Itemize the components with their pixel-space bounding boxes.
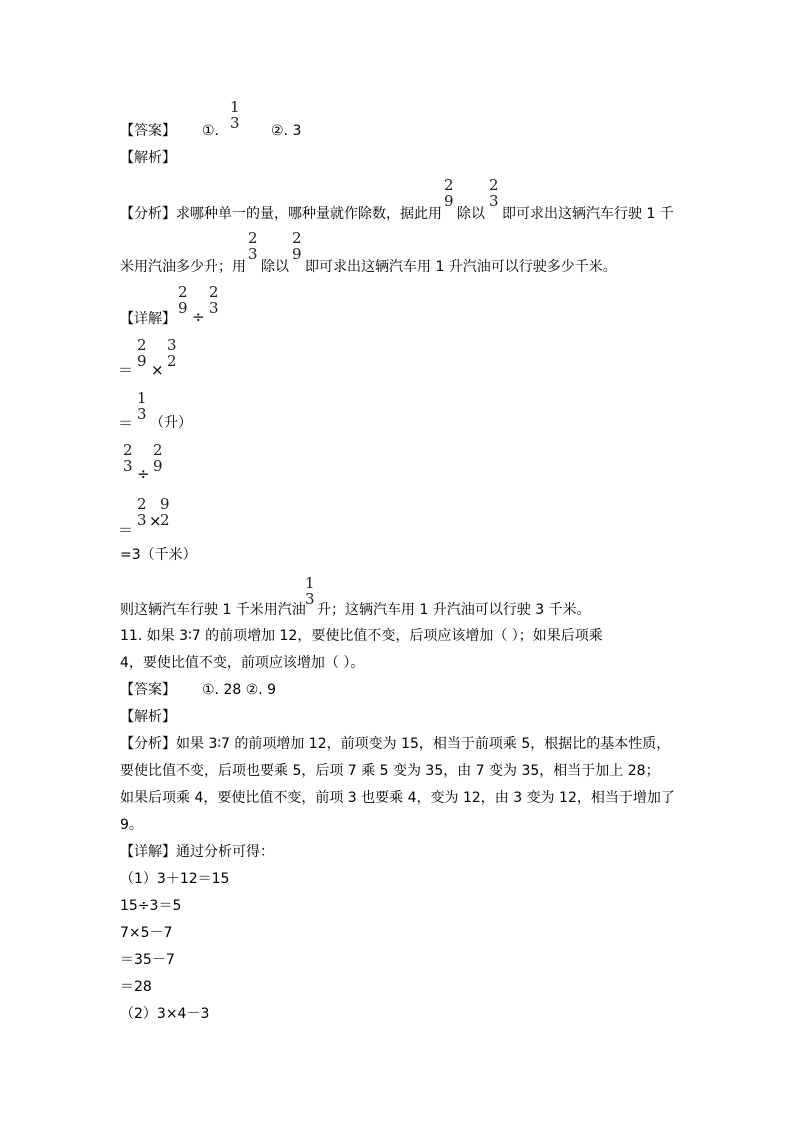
analysis-text-1c: 即可求出这辆汽车行驶 1 千 <box>502 206 674 222</box>
answer-2: ②. 3 <box>271 123 302 139</box>
answers: ①. 28 ②. 9 <box>202 682 277 698</box>
analysis-line-2: 要使比值不变，后项也要乘 5，后项 7 乘 5 变为 35，由 7 变为 35，相当于加上 28； <box>120 763 660 779</box>
step-frac-9-2: 9 2 <box>160 495 170 529</box>
analysis-text-1a: 【分析】求哪种单一的量，哪种量就作除数，据此用 <box>120 206 442 222</box>
step-frac-2-3d: 2 3 <box>137 495 147 529</box>
times-sign: × <box>151 361 164 379</box>
analysis-fraction-2-9: 2 9 <box>444 176 454 210</box>
step-line: （1）3＋12＝15 <box>120 871 230 887</box>
step-frac-1-3: 1 3 <box>137 389 147 423</box>
step-frac-2-9: 2 9 <box>137 336 147 370</box>
analysis-label: 【解析】 <box>120 709 176 725</box>
analysis-line-3: 如果后项乘 4，要使比值不变，前项 3 也要乘 4，变为 12，由 3 变为 12，相当于增加了 <box>120 790 675 806</box>
step-line: 7×5－7 <box>120 925 173 941</box>
divide-sign: ÷ <box>192 308 205 326</box>
detail-frac-2-3: 2 3 <box>209 283 219 317</box>
question-11-line-2: 4，要使比值不变，前项应该增加（ ）。 <box>120 655 365 671</box>
step-line: ＝35－7 <box>120 952 175 968</box>
conclusion-a: 则这辆汽车行驶 1 千米用汽油 <box>120 602 306 618</box>
analysis-text-1b: 除以 <box>457 206 485 222</box>
answer-1-fraction: 1 3 <box>230 98 240 132</box>
analysis-label: 【解析】 <box>120 150 176 166</box>
detail-line: 【详解】通过分析可得： <box>120 844 274 860</box>
analysis-line-1: 【分析】如果 3∶7 的前项增加 12，前项变为 15，相当于前项乘 5，根据比的基本性质， <box>120 736 671 752</box>
result-km: =3（千米） <box>120 547 197 563</box>
equals-sign: ＝ <box>118 521 134 539</box>
analysis-fraction-2-9b: 2 9 <box>292 229 302 263</box>
detail-label: 【详解】 <box>120 311 176 327</box>
conclusion-frac-1-3: 1 3 <box>305 574 315 608</box>
step-frac-3-2: 3 2 <box>167 336 177 370</box>
step-line: ＝28 <box>120 979 152 995</box>
analysis-fraction-2-3: 2 3 <box>489 176 499 210</box>
analysis-line-4: 9。 <box>120 817 143 833</box>
analysis-text-2c: 即可求出这辆汽车用 1 升汽油可以行驶多少千米。 <box>305 259 617 275</box>
answer-label: 【答案】 <box>120 123 176 139</box>
equals-sign: ＝ <box>118 361 134 379</box>
unit-liter: （升） <box>150 415 192 431</box>
analysis-text-2a: 米用汽油多少升；用 <box>120 259 246 275</box>
times-sign: × <box>149 512 162 530</box>
analysis-fraction-2-3b: 2 3 <box>248 229 258 263</box>
step-line: 15÷3＝5 <box>120 898 182 914</box>
answer-label: 【答案】 <box>120 682 176 698</box>
step-frac-2-3c: 2 3 <box>123 441 133 475</box>
step-frac-2-9c: 2 9 <box>153 441 163 475</box>
detail-frac-2-9: 2 9 <box>178 283 188 317</box>
divide-sign: ÷ <box>137 465 150 483</box>
answer-1-prefix: ①. <box>202 123 220 139</box>
conclusion-b: 升；这辆汽车用 1 升汽油可以行驶 3 千米。 <box>317 602 591 618</box>
question-11-line-1: 11. 如果 3∶7 的前项增加 12，要使比值不变，后项应该增加（ ）；如果后项乘 <box>120 628 603 644</box>
analysis-text-2b: 除以 <box>261 259 289 275</box>
equals-sign: ＝ <box>118 414 134 432</box>
step-line: （2）3×4－3 <box>120 1006 210 1022</box>
